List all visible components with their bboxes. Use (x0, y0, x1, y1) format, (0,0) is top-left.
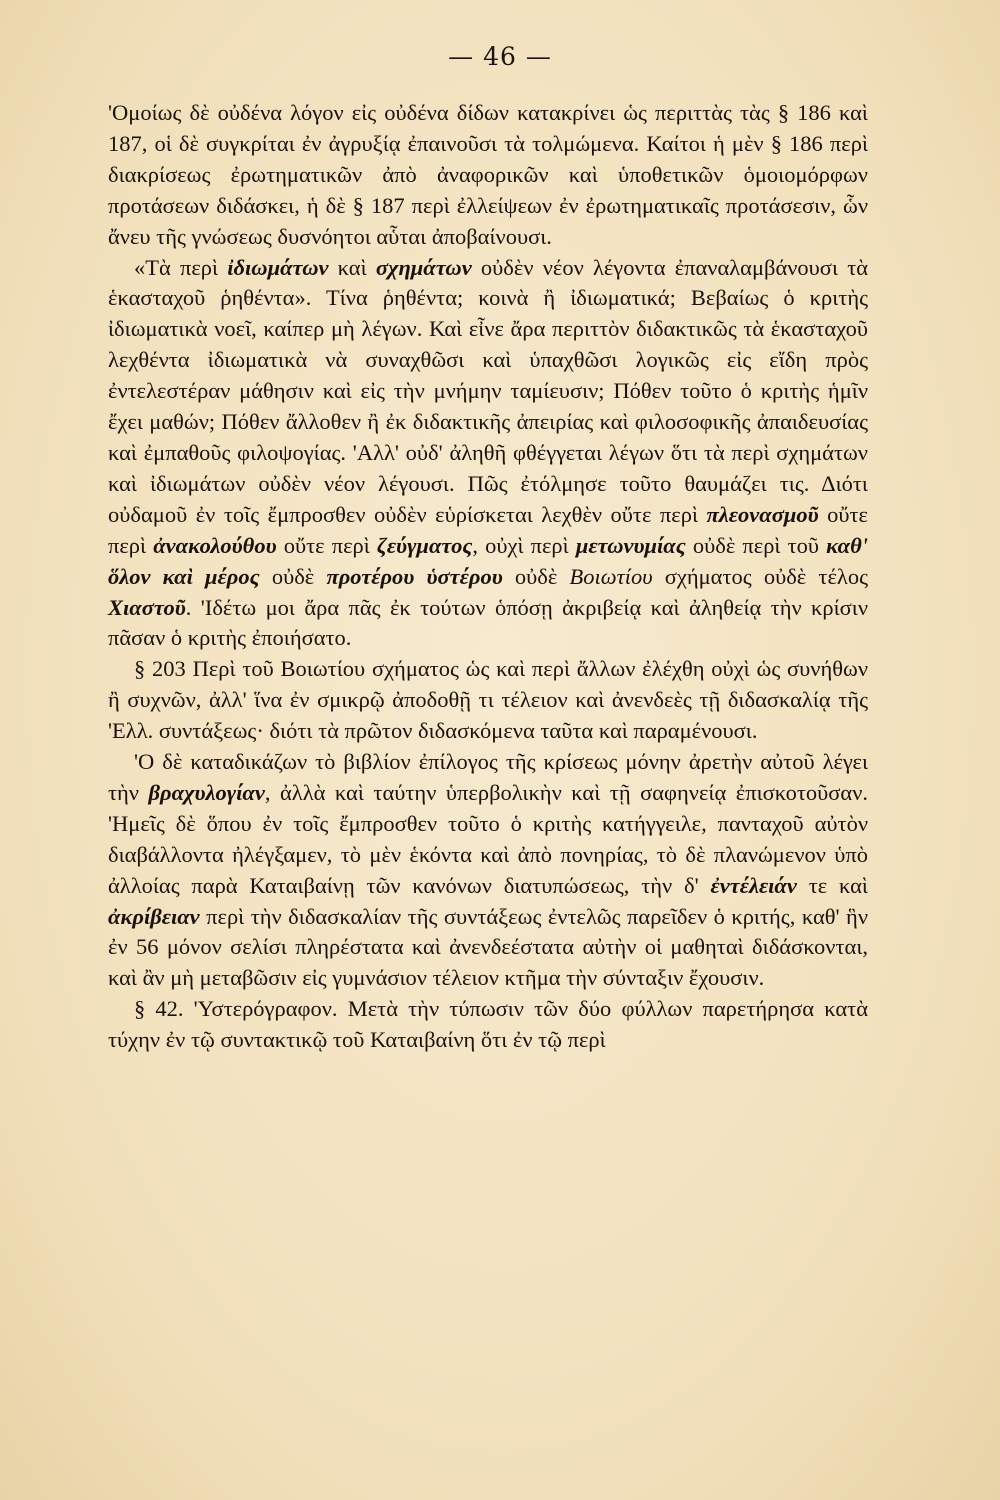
text-run: οὐδὲ (502, 563, 570, 589)
text-run: 'Ομοίως δὲ οὐδένα λόγον εἰς οὐδένα δίδων κατακρίνει ὡς περιττὰς τὰς § 186 καὶ 187, οἱ δὲ συγκρίται ἐν ἀγρυξίᾳ ἐπαινοῦσι τὰ τολμώμενα. Καίτοι ἡ μὲν § 186 περὶ διακρίσεως ἐρωτηματικῶν ἀπὸ ἀναφορικῶν καὶ ὑποθετικῶν ὁμοιομόρφων προτάσεων διδάσκει, ἡ δὲ § 187 περὶ ἐλλείψεων ἐν ἐρωτηματικαῖς προτάσεσιν, ὧν ἄνευ τῆς γνώσεως δυσνόητοι αὗται ἀποβαίνουσι. (108, 100, 868, 249)
emphasized-term: σχημάτων (375, 254, 472, 280)
emphasized-term: πλεονασμοῦ (706, 501, 819, 527)
text-run: οὔτε περὶ (108, 501, 868, 558)
text-run: 'Ο δὲ καταδικάζων τὸ βιβλίον ἐπίλογος τῆς κρίσεως μόνην ἀρετὴν αὐτοῦ λέγει τὴν (108, 749, 868, 805)
emphasized-term: ἐντέλειάν (710, 872, 797, 898)
text-run: καὶ (328, 254, 376, 280)
emphasized-term: Χιαστοῦ (108, 594, 186, 620)
text-run: οὐδὲ περὶ τοῦ (685, 532, 827, 558)
emphasized-term: μετωνυμίας (575, 532, 686, 558)
text-run: . 'Ιδέτω μοι ἄρα πᾶς ἐκ τούτων ὁπόσῃ ἀκριβείᾳ καὶ ἀληθείᾳ τὴν κρίσιν πᾶσαν ὁ κριτὴς ἐποιήσατο. (108, 594, 868, 651)
text-run: «Τὰ περὶ (134, 254, 228, 280)
emphasized-term: ἰδιωμάτων (227, 254, 329, 280)
body-text (108, 98, 868, 1056)
emphasized-term: ἀνακολούθου (153, 532, 277, 558)
emphasized-term: βραχυλογίαν (148, 779, 265, 805)
page-number: — 46 — (448, 42, 552, 71)
text-run: οὐδὲν νέον λέγοντα ἐπαναλαμβάνουσι τὰ ἑκασταχοῦ ῥηθέντα». Τίνα ῥηθέντα; κοινὰ ἢ ἰδιωματικά; Βεβαίως ὁ κριτὴς ἰδιωματικὰ νοεῖ, καίπερ μὴ λέγων. Καὶ εἶνε ἄρα περιττὸν διδακτικῶς τὰ ἑκασταχοῦ λεχθέντα ἰδιωματικὰ νὰ συναχθῶσι καὶ ὑπαχθῶσι λογικῶς εἰς εἴδη πρὸς ἐντελεστέραν μάθησιν καὶ εἰς τὴν μνήμην ταμίευσιν; Πόθεν τοῦτο ὁ κριτὴς ἡμῖν ἔχει μαθών; Πόθεν ἄλλοθεν ἢ ἐκ διδακτικῆς ἀπειρίας καὶ φιλοσοφικῆς ἀπαιδευσίας καὶ ἐμπαθοῦς φιλοψογίας. 'Αλλ' οὐδ' ἀληθῆ φθέγγεται λέγων ὅτι τὰ περὶ σχημάτων καὶ ἰδιωμάτων οὐδὲν νέον λέγουσι. Πῶς ἐτόλμησε τοῦτο θαυμάζει τις. Διότι οὐδαμοῦ ἐν τοῖς ἔμπροσθεν οὐδὲν εὑρίσκεται λεχθὲν οὔτε περὶ (108, 254, 869, 527)
emphasized-term: καθ' ὅλον καὶ μέρος (108, 532, 868, 589)
text-run: , οὐχὶ περὶ (472, 532, 576, 558)
text-run: τε καὶ (796, 872, 868, 898)
emphasized-term: ἀκρίβειαν (108, 903, 200, 929)
text-run: οὔτε περὶ (276, 532, 377, 558)
paragraph (108, 994, 868, 1056)
text-run: σχήματος οὐδὲ τέλος (652, 563, 868, 589)
text-run: § 42. 'Υστερόγραφον. Μετὰ τὴν τύπωσιν τῶν δύο φύλλων παρετήρησα κατὰ τύχην ἐν τῷ συντακτικῷ τοῦ Καταιβαίνη ὅτι ἐν τῷ περὶ (108, 996, 868, 1053)
text-run: οὐδὲ (259, 563, 327, 589)
emphasized-term: ζεύγματος (376, 532, 473, 558)
paragraph (108, 98, 868, 253)
text-run: περὶ τὴν διδασκαλίαν τῆς συντάξεως ἐντελῶς παρεῖδεν ὁ κριτής, καθ' ἣν ἐν 56 μόνον σελίσι πληρέστατα καὶ ἀνενδεέστατα αὐτὴν οἱ μαθηταὶ διδάσκονται, καὶ ἂν μὴ μεταβῶσιν εἰς γυμνάσιον τέλειον κτῆμα τὴν σύνταξιν ἔχουσιν. (108, 903, 868, 991)
paragraph (108, 654, 868, 747)
emphasized-term: Βοιωτίου (569, 563, 653, 589)
text-run: , ἀλλὰ καὶ ταύτην ὑπερβολικὴν καὶ τῇ σαφηνείᾳ ἐπισκοτοῦσαν. 'Ημεῖς δὲ ὅπου ἐν τοῖς ἔμπροσθεν τοῦτο ὁ κριτὴς κατήγγειλε, πανταχοῦ αὐτὸν διαβάλλοντα ἠλέγξαμεν, τὸ μὲν ἑκόντα καὶ ἀπὸ πονηρίας, τὸ δὲ πλανώμενον ὑπὸ ἀλλοίας παρὰ Καταιβαίνῃ τῶν κανόνων διατυπώσεως, τὴν δ' (108, 779, 869, 898)
emphasized-term: προτέρου ὑστέρου (326, 563, 503, 589)
paragraph (108, 747, 868, 994)
paragraph (108, 253, 868, 655)
text-run: § 203 Περὶ τοῦ Βοιωτίου σχήματος ὡς καὶ περὶ ἄλλων ἐλέχθη οὐχὶ ὡς συνήθων ἢ συχνῶν, ἀλλ' ἵνα ἐν σμικρῷ ἀποδοθῇ τι τέλειον καὶ ἀνενδεὲς τῇ διδασκαλίᾳ τῆς 'Ελλ. συντάξεως· διότι τὰ πρῶτον διδασκόμενα ταῦτα καὶ παραμένουσι. (108, 656, 868, 744)
